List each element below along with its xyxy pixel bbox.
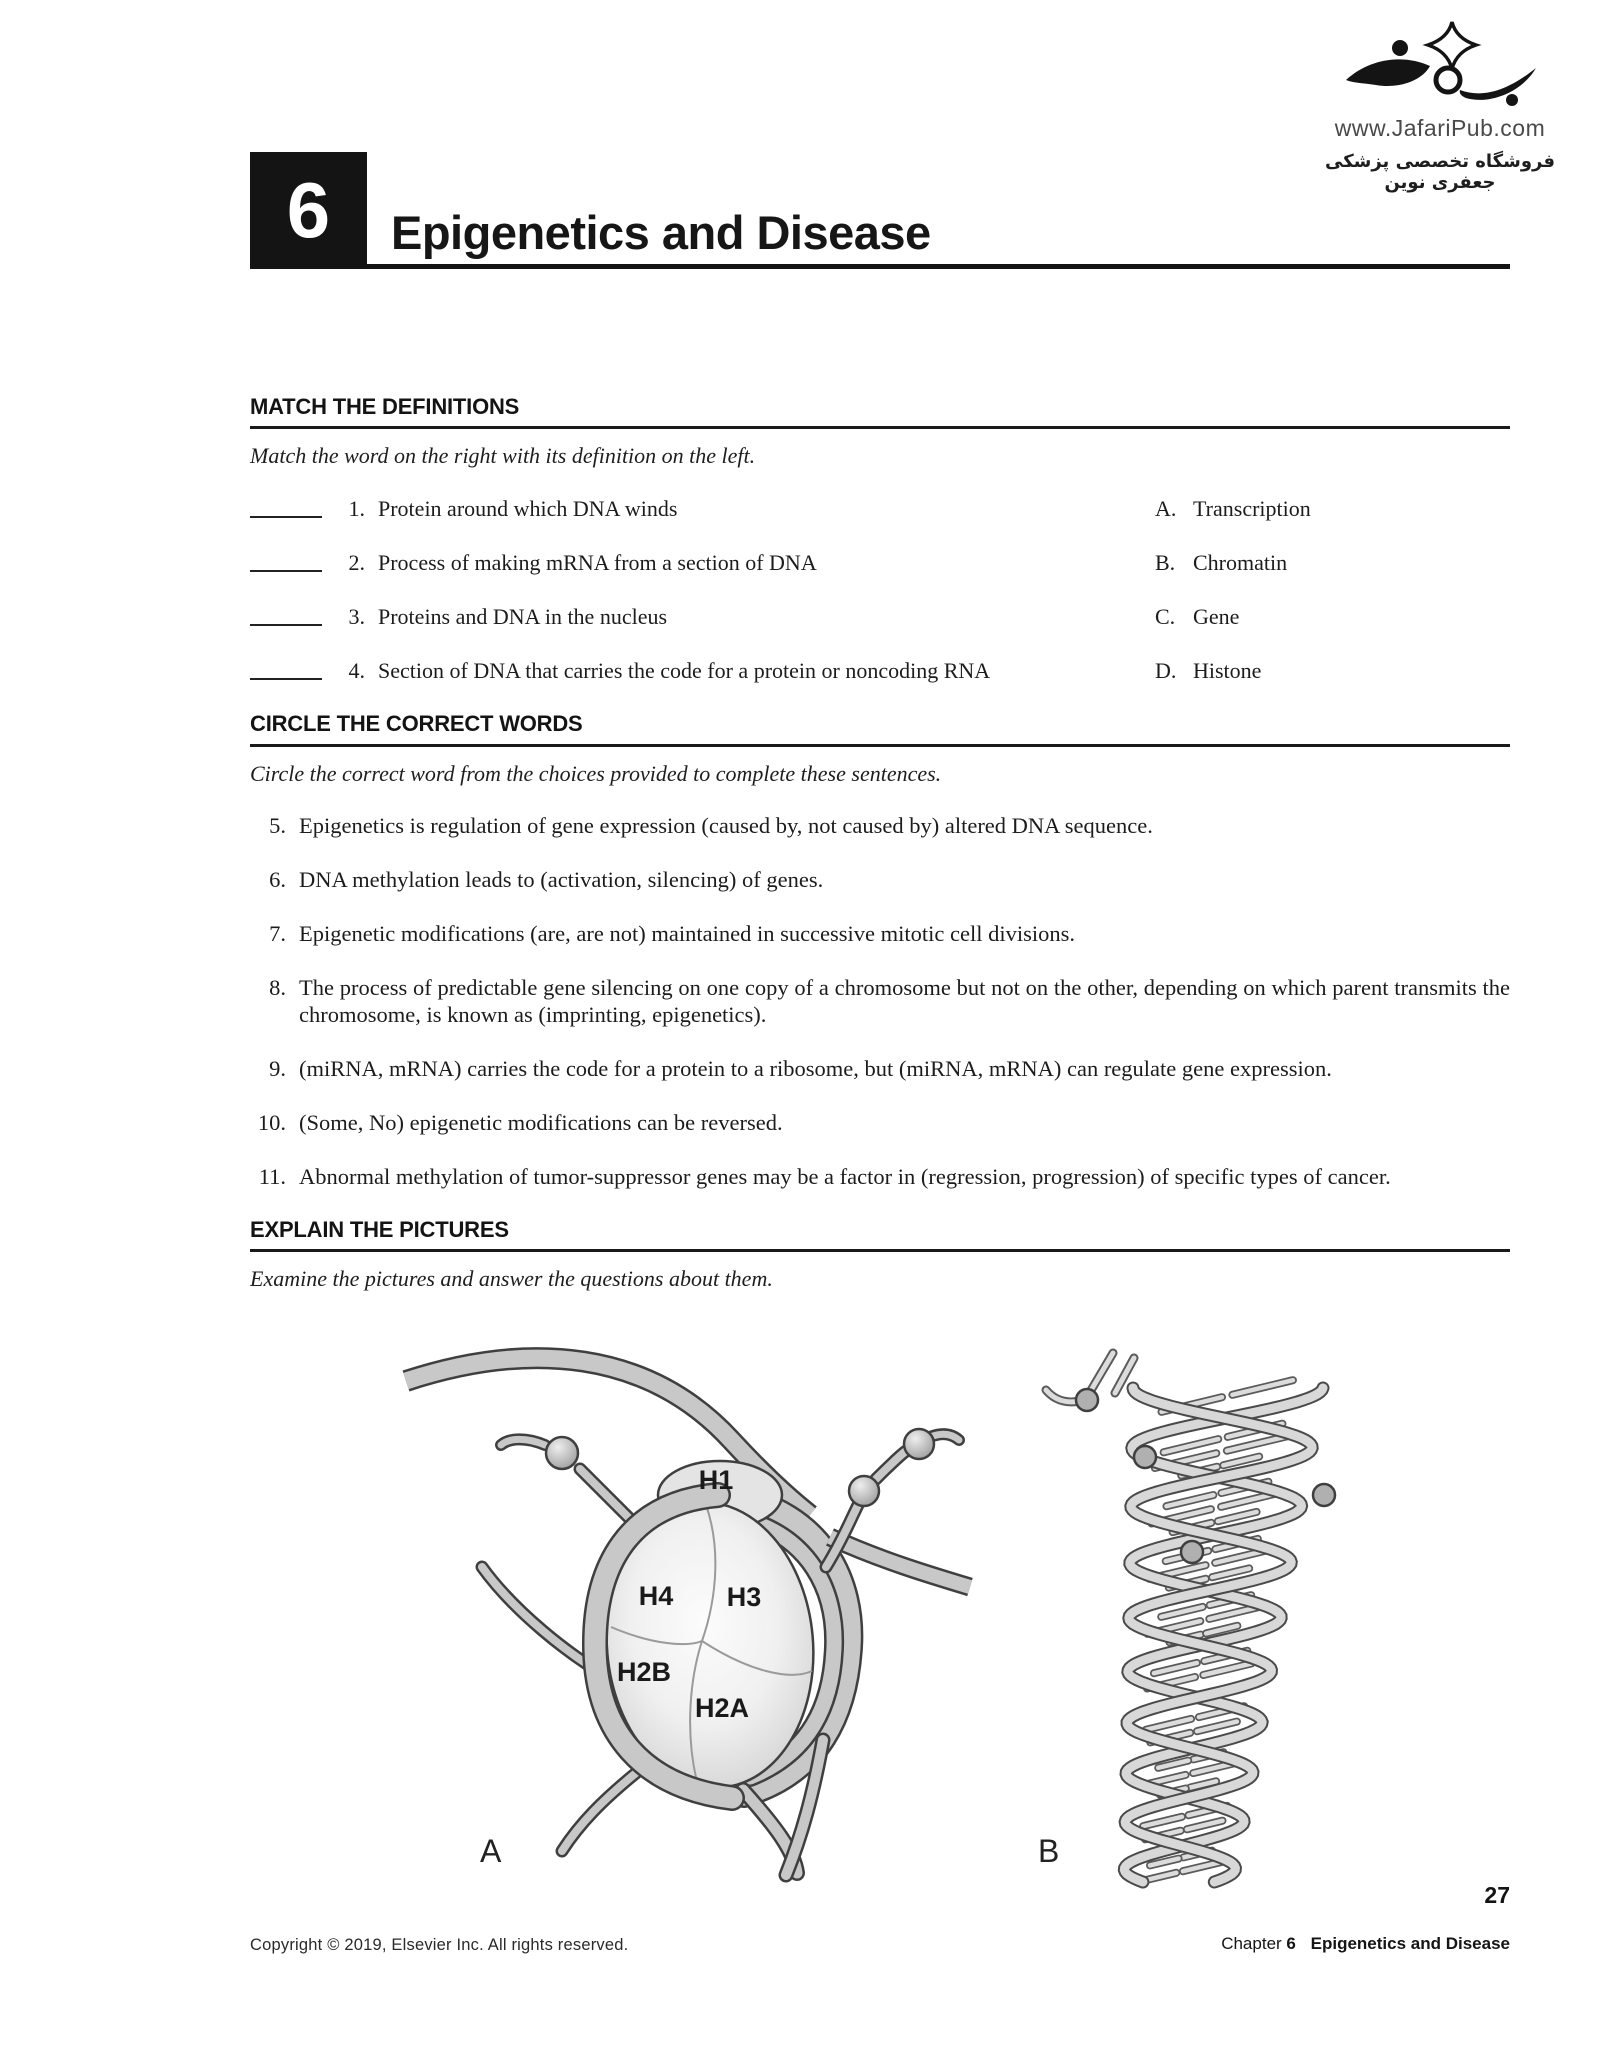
- option-letter: C.: [1155, 604, 1176, 630]
- circle-item: [250, 1109, 1510, 1136]
- circle-item: [250, 1163, 1510, 1190]
- match-rows: [250, 495, 1510, 685]
- item-text: Epigenetic modifications (are, are not) maintained in successive mitotic cell divisions.: [299, 920, 1076, 946]
- match-definition: Proteins and DNA in the nucleus: [378, 604, 668, 630]
- section-heading: MATCH THE DEFINITIONS: [250, 394, 1510, 429]
- match-row: [250, 603, 1510, 631]
- match-row: [250, 657, 1510, 685]
- option-letter: B.: [1155, 550, 1176, 576]
- item-number: 9.: [269, 1055, 286, 1081]
- item-text: Abnormal methylation of tumor-suppressor genes may be a factor in (regression, progression) of specific types of cancer.: [299, 1163, 1391, 1189]
- circle-item: [250, 920, 1510, 947]
- item-number: 11.: [258, 1163, 286, 1189]
- histone-h2b-label: H2B: [616, 1657, 672, 1687]
- answer-blank: [250, 624, 322, 626]
- section-heading: EXPLAIN THE PICTURES: [250, 1217, 1510, 1252]
- section-instruction: Match the word on the right with its definition on the left.: [250, 443, 756, 469]
- match-option: [1155, 495, 1510, 523]
- match-option: [1155, 657, 1510, 685]
- option-text: Chromatin: [1193, 550, 1288, 576]
- figure-b-dna-helix: [1018, 1330, 1438, 1935]
- footer-chapter-title: Epigenetics and Disease: [1310, 1934, 1510, 1953]
- option-text: Histone: [1193, 658, 1262, 684]
- circle-items: [250, 812, 1510, 1190]
- section-instruction: Circle the correct word from the choices provided to complete these sentences.: [250, 760, 942, 786]
- match-definition: Protein around which DNA winds: [378, 496, 678, 522]
- circle-item: [250, 1055, 1510, 1082]
- section-circle-words: [250, 711, 1510, 1189]
- match-number: 4.: [348, 658, 365, 684]
- footer-copyright: Copyright © 2019, Elsevier Inc. All rights reserved.: [250, 1936, 629, 1954]
- match-definition: Process of making mRNA from a section of DNA: [378, 550, 817, 576]
- histone-h3-label: H3: [726, 1582, 762, 1612]
- option-letter: A.: [1155, 496, 1177, 522]
- option-text: Transcription: [1193, 496, 1311, 522]
- match-number: 3.: [348, 604, 365, 630]
- match-row: [250, 495, 1510, 523]
- item-text: (miRNA, mRNA) carries the code for a protein to a ribosome, but (miRNA, mRNA) can regulate gene expression.: [299, 1055, 1332, 1081]
- circle-item: [250, 812, 1510, 839]
- footer-chapter: [1221, 1934, 1510, 1954]
- figure-a-label: A: [480, 1833, 502, 1869]
- answer-blank: [250, 516, 322, 518]
- section-explain-pictures: [250, 1217, 1510, 1292]
- chapter-title-rule: [367, 152, 1510, 269]
- histone-h4-label: H4: [638, 1581, 674, 1611]
- answer-blank: [250, 678, 322, 680]
- item-text: The process of predictable gene silencing on one copy of a chromosome but not on the other, depending on which parent transmits the chromosome, is known as (imprinting, epigenetics).: [299, 974, 1510, 1027]
- section-instruction: Examine the pictures and answer the questions about them.: [250, 1266, 773, 1292]
- item-number: 10.: [257, 1109, 286, 1135]
- dna-helix-figure: [1018, 1330, 1438, 1930]
- logo-url: www.JafariPub.com: [1334, 115, 1546, 141]
- answer-blank: [250, 570, 322, 572]
- match-definition: Section of DNA that carries the code for a protein or noncoding RNA: [378, 658, 991, 684]
- item-number: 8.: [269, 974, 286, 1000]
- item-text: Epigenetics is regulation of gene expression (caused by, not caused by) altered DNA sequence.: [299, 812, 1153, 838]
- circle-item: [250, 974, 1510, 1028]
- page-content: [250, 388, 1510, 1292]
- jafari-calligraphy-icon: [1340, 18, 1540, 114]
- match-option: [1155, 603, 1510, 631]
- match-row: [250, 549, 1510, 577]
- item-text: DNA methylation leads to (activation, silencing) of genes.: [299, 866, 824, 892]
- match-number: 2.: [348, 550, 365, 576]
- item-number: 7.: [269, 920, 286, 946]
- footer-chapter-number: 6: [1286, 1934, 1296, 1953]
- page-title: Epigenetics and Disease: [391, 206, 931, 259]
- section-match-definitions: [250, 394, 1510, 685]
- chapter-number-box: [250, 152, 367, 269]
- section-heading: CIRCLE THE CORRECT WORDS: [250, 711, 1510, 746]
- histone-h1-label: H1: [698, 1465, 734, 1495]
- match-option: [1155, 549, 1510, 577]
- option-letter: D.: [1155, 658, 1177, 684]
- footer-chapter-label: Chapter: [1221, 1934, 1282, 1953]
- chapter-number: 6: [286, 166, 331, 254]
- figure-b-label: B: [1038, 1833, 1060, 1869]
- match-number: 1.: [348, 496, 365, 522]
- page-number: 27: [1484, 1882, 1510, 1908]
- item-text: (Some, No) epigenetic modifications can be reversed.: [299, 1109, 783, 1135]
- histone-h2a-label: H2A: [694, 1693, 750, 1723]
- logo-tagline: فروشگاه تخصصی پزشکی جعفری نوین: [1324, 151, 1555, 193]
- chapter-header: [250, 152, 1510, 269]
- item-number: 5.: [269, 812, 286, 838]
- circle-item: [250, 866, 1510, 893]
- item-number: 6.: [269, 866, 286, 892]
- option-text: Gene: [1193, 604, 1240, 630]
